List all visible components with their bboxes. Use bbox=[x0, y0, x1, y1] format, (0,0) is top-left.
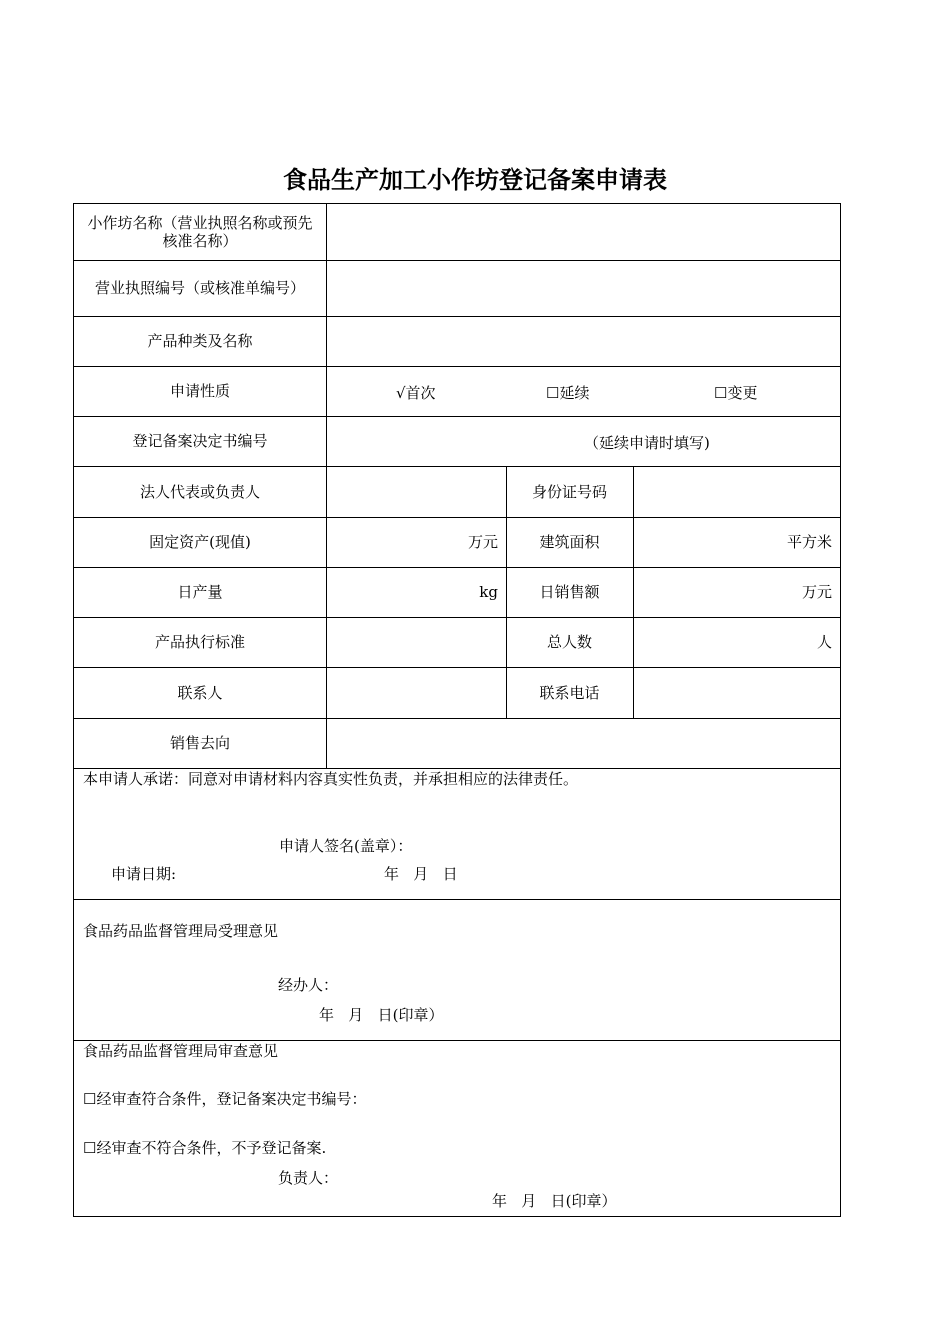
review-fail-option[interactable]: ☐经审查不符合条件，不予登记备案. bbox=[83, 1139, 327, 1157]
label-product-types: 产品种类及名称 bbox=[147, 332, 253, 350]
commitment-text: 本申请人承诺：同意对申请材料内容真实性负责，并承担相应的法律责任。 bbox=[83, 770, 579, 788]
label-total-staff: 总人数 bbox=[546, 633, 592, 651]
label-building-area: 建筑面积 bbox=[539, 533, 600, 551]
review-title: 食品药品监督管理局审查意见 bbox=[83, 1042, 279, 1060]
handler-label: 经办人： bbox=[278, 976, 339, 994]
application-form bbox=[73, 203, 841, 1217]
application-date-label: 申请日期: bbox=[111, 865, 177, 883]
option-extension[interactable]: ☐延续 bbox=[546, 384, 590, 402]
label-contact: 联系人 bbox=[177, 683, 223, 702]
label-daily-sales: 日销售额 bbox=[539, 583, 600, 601]
acceptance-date: 年 月 日(印章） bbox=[319, 1006, 444, 1024]
label-daily-output: 日产量 bbox=[177, 583, 223, 601]
label-standard: 产品执行标准 bbox=[154, 633, 245, 651]
option-first-time[interactable]: √首次 bbox=[396, 384, 436, 402]
label-sales-direction: 销售去向 bbox=[169, 734, 230, 752]
application-date: 年 月 日 bbox=[384, 865, 458, 883]
standard-field[interactable] bbox=[326, 617, 506, 667]
product-types-field[interactable] bbox=[326, 316, 840, 366]
fixed-assets-field[interactable]: 万元 bbox=[467, 533, 498, 551]
review-date: 年 月 日(印章） bbox=[492, 1192, 617, 1210]
legal-rep-field[interactable] bbox=[326, 466, 506, 517]
daily-output-field[interactable]: kg bbox=[479, 583, 498, 601]
label-workshop-name: 小作坊名称（营业执照名称或预先核准名称） bbox=[87, 214, 313, 250]
row-divider bbox=[74, 899, 840, 900]
label-application-nature: 申请性质 bbox=[169, 382, 230, 400]
phone-field[interactable] bbox=[633, 667, 840, 718]
contact-field[interactable] bbox=[326, 667, 506, 718]
applicant-signature-label: 申请人签名(盖章）： bbox=[279, 837, 413, 855]
workshop-name-field[interactable] bbox=[326, 204, 840, 260]
review-pass-option[interactable]: ☐经审查符合条件，登记备案决定书编号： bbox=[83, 1090, 367, 1108]
building-area-field[interactable]: 平方米 bbox=[786, 533, 832, 551]
responsible-person-label: 负责人： bbox=[278, 1169, 339, 1187]
label-id-no: 身份证号码 bbox=[531, 482, 607, 501]
label-fixed-assets: 固定资产(现值) bbox=[149, 533, 251, 551]
option-change[interactable]: ☐变更 bbox=[714, 384, 758, 402]
total-staff-field[interactable]: 人 bbox=[816, 633, 832, 651]
decision-no-note: （延续申请时填写) bbox=[584, 434, 710, 452]
id-no-field[interactable] bbox=[633, 466, 840, 517]
sales-direction-field[interactable] bbox=[326, 718, 840, 768]
page-title: 食品生产加工小作坊登记备案申请表 bbox=[283, 166, 667, 194]
license-no-field[interactable] bbox=[326, 260, 840, 316]
daily-sales-field[interactable]: 万元 bbox=[801, 583, 832, 601]
acceptance-title: 食品药品监督管理局受理意见 bbox=[83, 922, 279, 940]
label-decision-no: 登记备案决定书编号 bbox=[132, 432, 268, 450]
label-legal-rep: 法人代表或负责人 bbox=[139, 482, 260, 501]
label-phone: 联系电话 bbox=[539, 683, 600, 702]
label-license-no: 营业执照编号（或核准单编号） bbox=[94, 279, 305, 297]
